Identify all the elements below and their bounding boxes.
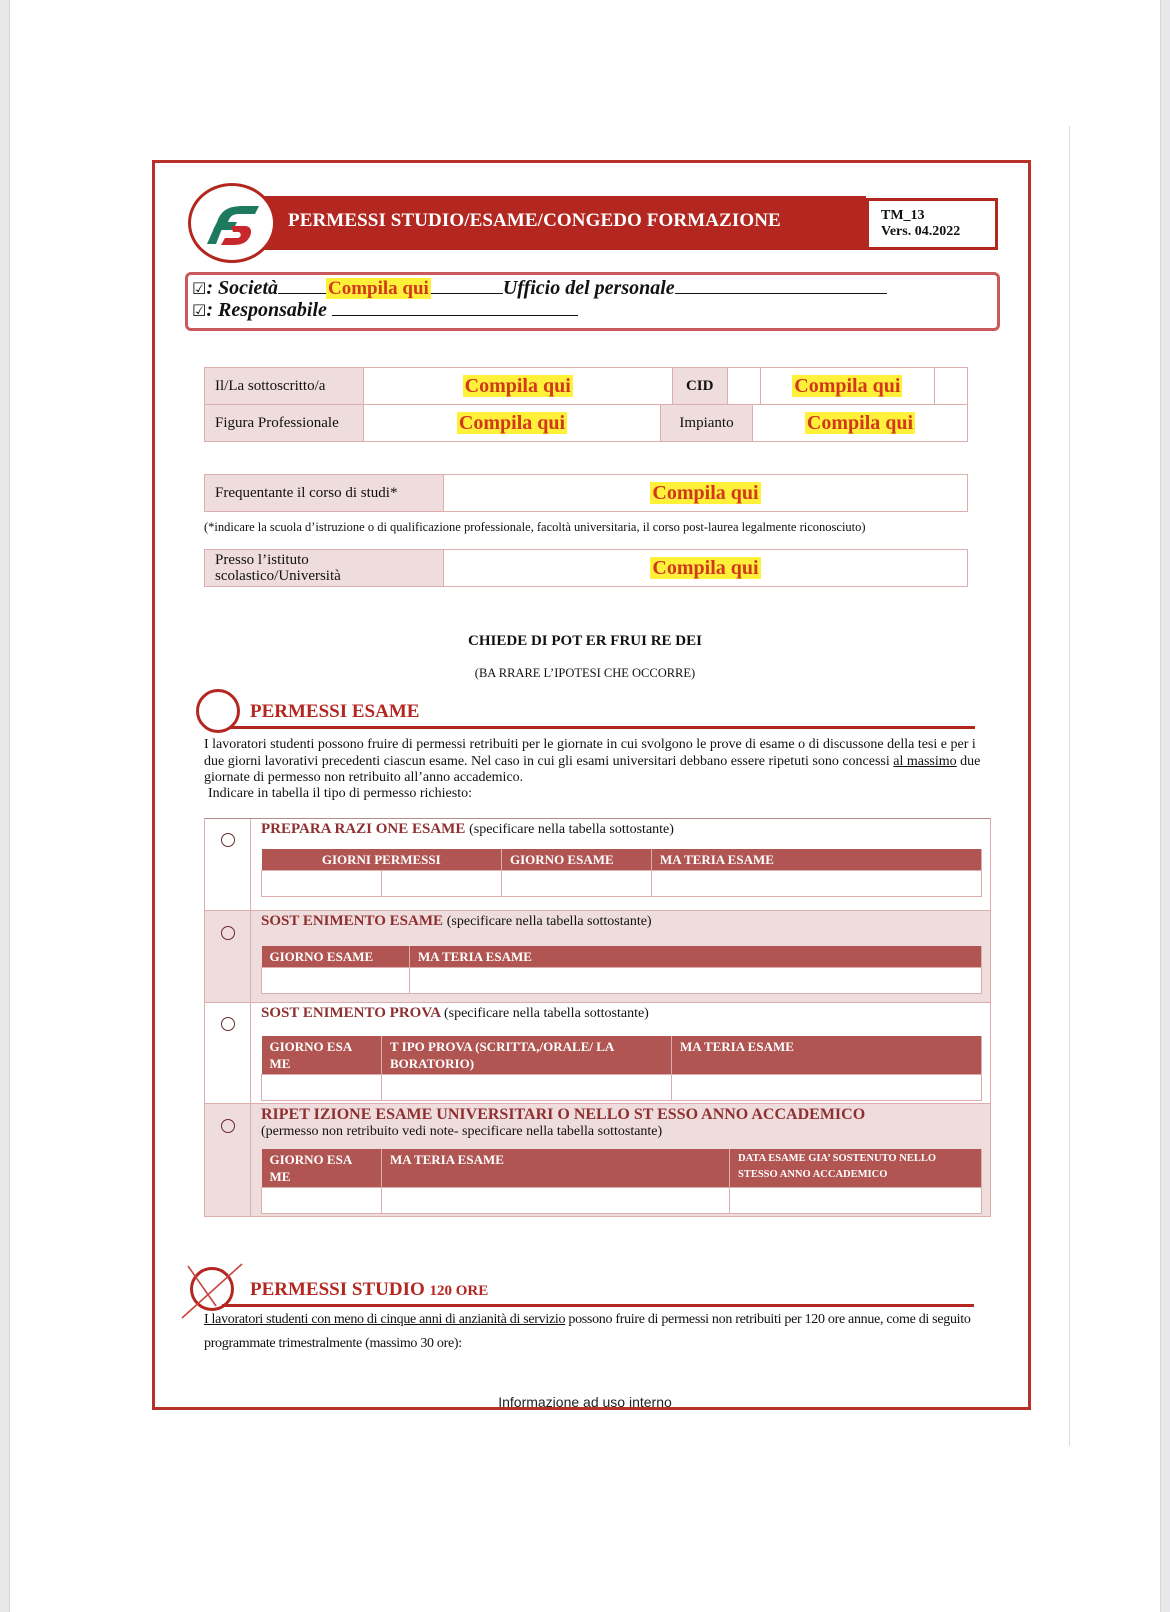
table-cell-input[interactable] [730, 1188, 982, 1214]
sottoscritto-label: Il/La sottoscritto/a [205, 368, 364, 405]
figura-field[interactable]: Compila qui [364, 405, 661, 442]
request-subheading: (BA RRARE L’IPOTESI CHE OCCORRE) [474, 666, 696, 680]
col-header: MA TERIA ESAME [672, 1036, 982, 1075]
col-header: MA TERIA ESAME [382, 1149, 730, 1188]
istituto-field[interactable]: Compila qui [444, 550, 968, 587]
viewer-right-edge [1160, 0, 1170, 1612]
sostenimento-prova-table [261, 1036, 982, 1101]
permessi-esame-instruction: Indicare in tabella il tipo di permesso richiesto: [208, 786, 472, 801]
responsabile-line [192, 298, 578, 322]
section-rule [222, 1304, 974, 1307]
col-header: MA TERIA ESAME [652, 849, 982, 871]
table-cell-input[interactable] [502, 871, 652, 897]
table-cell-input[interactable] [410, 968, 982, 994]
table-cell-input[interactable] [672, 1075, 982, 1101]
page-guide-line [1069, 126, 1070, 1446]
form-title: PERMESSI STUDIO/ESAME/CONGEDO FORMAZIONE [288, 210, 781, 231]
option-title: RIPET IZIONE ESAME UNIVERSITARI O NELLO ST ESSO ANNO ACCADEMICO [261, 1106, 866, 1123]
societa-label: : Società [206, 277, 278, 299]
permessi-studio-title: PERMESSI STUDIO 120 ORE [250, 1279, 489, 1300]
istituto-table [204, 549, 968, 587]
responsabile-field[interactable] [332, 298, 578, 316]
cid-label: CID [672, 368, 727, 405]
radio-sostenimento-esame[interactable] [221, 926, 235, 940]
table-cell-input[interactable] [382, 1075, 672, 1101]
impianto-label: Impianto [661, 405, 753, 442]
option-sostenimento-esame: SOST ENIMENTO ESAME (specificare nella tabella sottostante) GIORNO ESAME MA TERIA ESAME [204, 911, 991, 1003]
permessi-studio-description: I lavoratori studenti con meno di cinque anni di anzianità di servizio possono fruire di permessi non retribuiti per 120 ore annue, come di seguito programmate trimestralmente (massimo 30 ore): [204, 1312, 971, 1351]
responsabile-label: : Responsabile [206, 299, 327, 321]
option-subtitle: (permesso non retribuito vedi note- specificare nella tabella sottostante) [261, 1124, 663, 1139]
table-cell-input[interactable] [382, 871, 502, 897]
table-cell-input[interactable] [652, 871, 982, 897]
permessi-esame-description: I lavoratori studenti possono fruire di permessi retribuiti per le giornate in cui svolgono le prove di esame o di discussone della tesi e per i due giorni lavorativi precedenti ciascun esame. Nel caso in cui gli esami universitari debbano essere ripetuti sono concessi al massimo due giornate di permesso non retribuito all’anno accademico. [204, 737, 981, 785]
col-header: GIORNO ESAME [502, 849, 652, 871]
table-cell-input[interactable] [262, 871, 382, 897]
table-cell-input[interactable] [262, 968, 410, 994]
col-header: T IPO PROVA (SCRITTA,/ORALE/ LA BORATORIO) [382, 1036, 672, 1075]
table-cell-input[interactable] [382, 1188, 730, 1214]
radio-preparazione-esame[interactable] [221, 833, 235, 847]
cid-field[interactable]: Compila qui [760, 368, 935, 405]
table-cell-input[interactable] [262, 1188, 382, 1214]
option-preparazione-esame: PREPARA RAZI ONE ESAME (specificare nella tabella sottostante) GIORNI PERMESSI GIORNO ESAME MA TERIA ESAME [204, 818, 991, 911]
corso-note: (*indicare la scuola d’istruzione o di qualificazione professionale, facoltà universitaria, il corso post-laurea legalmente riconosciuto) [204, 520, 866, 534]
option-title: SOST ENIMENTO ESAME [261, 913, 443, 929]
section-rule [230, 726, 975, 729]
form-code-box [866, 198, 998, 250]
preparazione-table [261, 849, 982, 897]
checkbox-checked-icon[interactable]: ☑ [192, 279, 207, 298]
societa-field[interactable]: Compila qui [328, 278, 429, 299]
personal-data-table [204, 367, 968, 405]
col-header: GIORNO ESA ME [262, 1036, 382, 1075]
col-header: GIORNI PERMESSI [262, 849, 502, 871]
sostenimento-esame-table [261, 946, 982, 994]
fs-logo-icon [188, 183, 276, 263]
ufficio-label: Ufficio del personale [502, 277, 675, 299]
col-header: DATA ESAME GIA’ SOSTENUTO NELLO STESSO ANNO ACCADEMICO [730, 1149, 982, 1188]
viewer-left-edge [0, 0, 10, 1612]
option-title: PREPARA RAZI ONE ESAME [261, 821, 466, 837]
impianto-field[interactable]: Compila qui [753, 405, 968, 442]
request-heading: CHIEDE DI POT ER FRUI RE DEI [468, 633, 702, 649]
corso-field[interactable]: Compila qui [444, 475, 968, 512]
figura-label: Figura Professionale [205, 405, 364, 442]
personal-data-table-row2 [204, 404, 968, 442]
ripetizione-table [261, 1149, 982, 1214]
checkbox-checked-icon[interactable]: ☑ [192, 301, 207, 320]
corso-label: Frequentante il corso di studi* [205, 475, 444, 512]
option-ripetizione-esame [204, 1104, 991, 1217]
col-header: MA TERIA ESAME [410, 946, 982, 968]
table-cell-input[interactable] [262, 1075, 382, 1101]
sottoscritto-field[interactable]: Compila qui [363, 368, 672, 405]
permessi-esame-options [204, 818, 991, 1217]
form-code: TM_13 [881, 208, 925, 223]
istituto-label: Presso l’istituto scolastico/Università [205, 550, 444, 587]
permessi-esame-title: PERMESSI ESAME [250, 701, 420, 722]
societa-line [192, 276, 887, 300]
corso-table [204, 474, 968, 512]
form-version: Vers. 04.2022 [881, 224, 961, 239]
ufficio-field[interactable] [675, 276, 887, 294]
radio-sostenimento-prova[interactable] [221, 1017, 235, 1031]
col-header: GIORNO ESAME [262, 946, 410, 968]
radio-ripetizione-esame[interactable] [221, 1119, 235, 1133]
classification-label: Informazione ad uso interno [498, 1394, 672, 1410]
col-header: GIORNO ESA ME [262, 1149, 382, 1188]
option-title: SOST ENIMENTO PROVA [261, 1005, 441, 1021]
option-sostenimento-prova: SOST ENIMENTO PROVA (specificare nella tabella sottostante) GIORNO ESA ME T IPO PROVA (SCRITTA,/ORALE/ LA BORATORIO) MA TERIA ESAME [204, 1003, 991, 1104]
